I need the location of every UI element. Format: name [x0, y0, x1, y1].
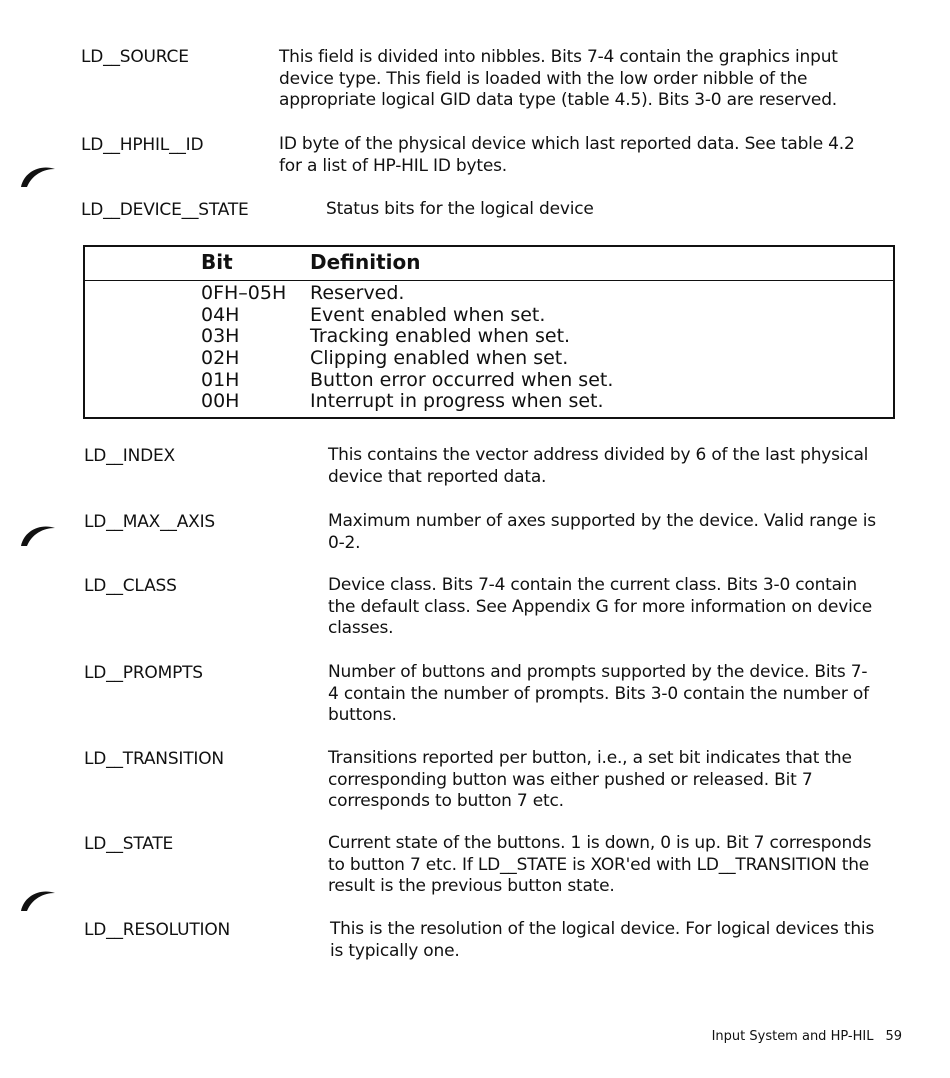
- table-header-bit: Bit: [201, 250, 233, 274]
- table-row: [85, 326, 893, 348]
- bit-definition: Reserved.: [310, 282, 405, 304]
- field-description: This field is divided into nibbles. Bits 7-4 contain the graphics input device type. This field is loaded with the low order nibble of the appropriate logical GID data type (table 4.5). Bits 3-0 are reserved.: [279, 47, 838, 110]
- binding-hole-mark-icon: [18, 887, 58, 913]
- field-name: LD__MAX__AXIS: [84, 512, 215, 532]
- page-footer: [712, 1028, 902, 1046]
- field-description: Number of buttons and prompts supported by the device. Bits 7-4 contain the number of prompts. Bits 3-0 contain the number of buttons.: [328, 662, 869, 725]
- bit-value: 02H: [201, 347, 240, 370]
- field-description: Current state of the buttons. 1 is down, 0 is up. Bit 7 corresponds to button 7 etc. If LD__STATE is XOR'ed with LD__TRANSITION the result is the previous button state.: [328, 833, 872, 896]
- field-name: LD__DEVICE__STATE: [81, 200, 249, 220]
- table-header-definition: Definition: [310, 250, 421, 274]
- bit-definition: Button error occurred when set.: [310, 368, 614, 391]
- field-description: Transitions reported per button, i.e., a set bit indicates that the corresponding button was either pushed or released. Bit 7 corresponds to button 7 etc.: [328, 748, 852, 811]
- table-row: [85, 305, 893, 327]
- field-description: This contains the vector address divided by 6 of the last physical device that reported data.: [328, 445, 869, 487]
- device-state-bits-table: [83, 245, 895, 419]
- table-row: [85, 283, 893, 305]
- table-row: [85, 370, 893, 392]
- binding-hole-mark-icon: [18, 522, 58, 548]
- field-description: ID byte of the physical device which last reported data. See table 4.2 for a list of HP-HIL ID bytes.: [279, 134, 855, 176]
- field-name: LD__INDEX: [84, 446, 175, 466]
- table-row: [85, 391, 893, 413]
- bit-value: 04H: [201, 303, 240, 326]
- field-description: Status bits for the logical device: [326, 199, 594, 219]
- field-name: LD__HPHIL__ID: [81, 135, 204, 155]
- page-number: 59: [885, 1029, 902, 1044]
- field-name: LD__PROMPTS: [84, 663, 203, 683]
- table-header-divider: [85, 280, 893, 281]
- field-description: Device class. Bits 7-4 contain the current class. Bits 3-0 contain the default class. See Appendix G for more information on device classes.: [328, 575, 872, 638]
- field-description: This is the resolution of the logical device. For logical devices this is typically one.: [330, 919, 875, 961]
- bit-value: 00H: [201, 390, 240, 413]
- field-name: LD__SOURCE: [81, 47, 189, 67]
- field-name: LD__RESOLUTION: [84, 920, 231, 940]
- binding-hole-mark-icon: [18, 163, 58, 189]
- field-description: Maximum number of axes supported by the device. Valid range is 0-2.: [328, 511, 876, 553]
- table-row: [85, 348, 893, 370]
- bit-definition: Event enabled when set.: [310, 303, 546, 326]
- bit-definition: Tracking enabled when set.: [310, 325, 571, 348]
- field-name: LD__TRANSITION: [84, 749, 224, 769]
- bit-definition: Interrupt in progress when set.: [310, 390, 604, 413]
- bit-value: 03H: [201, 325, 240, 348]
- field-name: LD__STATE: [84, 834, 174, 854]
- bit-definition: Clipping enabled when set.: [310, 347, 569, 370]
- footer-section-title: Input System and HP-HIL: [711, 1029, 874, 1044]
- bit-value: 01H: [201, 368, 240, 391]
- field-name: LD__CLASS: [84, 576, 177, 596]
- bit-value: 0FH–05H: [201, 282, 287, 304]
